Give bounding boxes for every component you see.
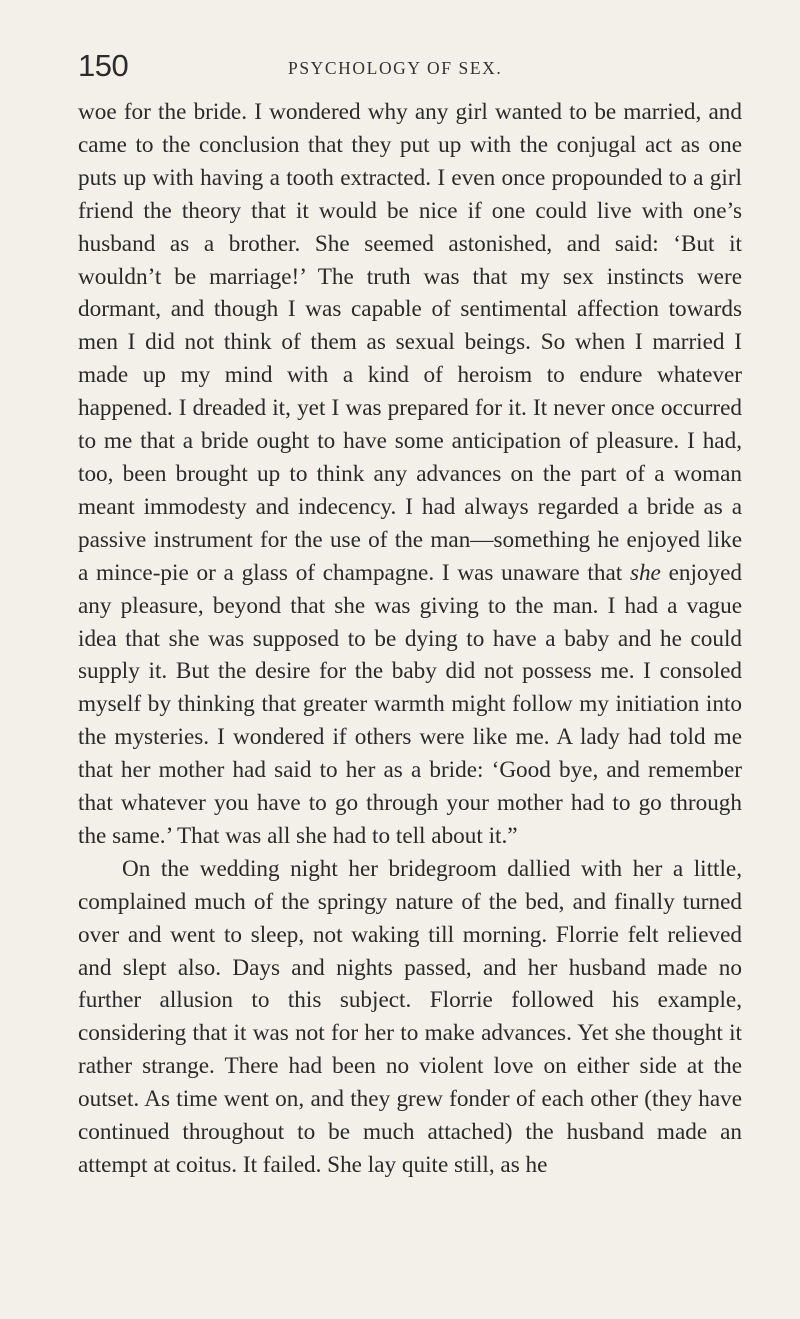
running-head <box>78 50 742 86</box>
page-number: 150 <box>78 48 129 83</box>
paragraph-2: On the wedding night her bridegroom dallied with her a little, complained much of the springy nature of the bed, and finally turned over and went to sleep, not waking till morning. Florrie felt relieved and slept also. Days and nights passed, and her husband made no further allusion to this subject. Florrie followed his example, considering that it was not for her to make advances. Yet she thought it rather strange. There had been no violent love on either side at the outset. As time went on, and they grew fonder of each other (they have continued throughout to be much attached) the husband made an attempt at coitus. It failed. She lay quite still, as he <box>78 855 742 1178</box>
paragraph-1-continuation: enjoyed any pleasure, beyond that she was giving to the man. I had a vague idea that she was supposed to be dying to have a baby and he could supply it. But the desire for the baby did not possess me. I consoled myself by thinking that greater warmth might follow my initiation into the mysteries. I wondered if others were like me. A lady had told me that her mother had said to her as a bride: ‘Good bye, and remember that whatever you have to go through your mother had to go through the same.’ That was all she had to tell about it.” <box>78 559 743 849</box>
paragraph-1 <box>78 96 742 853</box>
italic-emphasis: she <box>629 559 661 586</box>
running-title: PSYCHOLOGY OF SEX. <box>288 58 503 78</box>
paragraph-1-text: woe for the bride. I wondered why any girl wanted to be married, and came to the conclusion that they put up with the conjugal act as one puts up with having a tooth extracted. I even once propounded to a girl friend the theory that it would be nice if one could live with one’s husband as a brother. She seemed astonished, and said: ‘But it wouldn’t be marriage!’ The truth was that my sex instincts were dormant, and though I was capable of sentimental affection towards men I did not think of them as sexual beings. So when I married I made up my mind with a kind of heroism to endure whatever happened. I dreaded it, yet I was prepared for it. It never once occurred to me that a bride ought to have some anticipation of pleasure. I had, too, been brought up to think any advances on the part of a woman meant immodesty and indecency. I had always regarded a bride as a passive instrument for the use of the man—something he enjoyed like a mince-pie or a glass of champagne. I was unaware that <box>78 99 742 586</box>
body-text <box>78 96 742 1182</box>
